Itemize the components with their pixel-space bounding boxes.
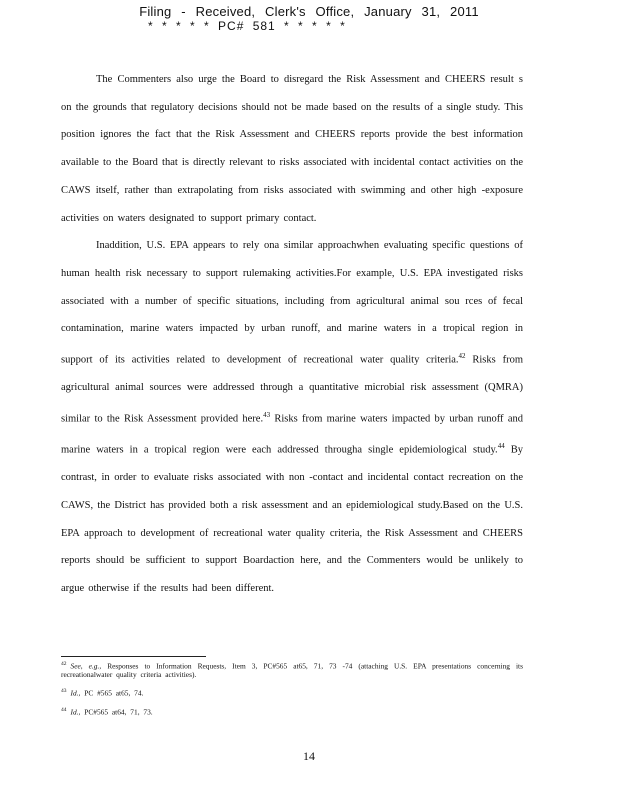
footnote-44 [61, 706, 523, 716]
paragraph-2-seg2: Risks from agricultural animal sources were addressed through a quantitative microbial risk assessment (QMRA) similar to the Risk Assessment provided here. [61, 354, 523, 425]
footnote-43 [61, 687, 523, 697]
paragraph-2-seg1: Inaddition, U.S. EPA appears to rely ona similar approachwhen evaluating specific questions of human health risk necessary to support rulemaking activities.For example, U.S. EPA investigated risks associated with a number of specific situations, including from agricultural animal sou rces of fecal contamination, marine waters impacted by urban runoff, and marine waters in a tropical region in support of its activities related to development of recreational water quality criteria. [61, 240, 523, 366]
footnote-cite: Id., [70, 707, 81, 717]
page-number: 14 [303, 749, 315, 763]
paragraph-2 [61, 232, 523, 603]
footnote-number: 44 [61, 706, 67, 713]
footnote-divider [61, 656, 206, 657]
footnote-number: 43 [61, 688, 67, 695]
footnotes [61, 660, 523, 724]
paragraph-2-seg4: By contrast, in order to evaluate risks associated with non -contact and incidental contact recreation on the CAWS, the District has provided both a risk assessment and an epidemiological study.Based on the U.S. EPA approach to development of recreational water quality criteria, the Risk Assessment and CHEERS reports should be sufficient to support Boardaction here, and the Commenters would be unlikely to argue otherwise if the results had been different. [61, 444, 523, 595]
footnote-cite: Id., [70, 688, 81, 698]
footnote-ref-44[interactable]: 44 [497, 442, 505, 451]
footnote-text: PC #565 at65, 74. [84, 688, 144, 698]
footnote-cite: See, e.g., [70, 661, 102, 671]
footnote-ref-42[interactable]: 42 [458, 352, 466, 361]
footnote-ref-43[interactable]: 43 [263, 410, 271, 419]
filing-header: Filing - Received, Clerk's Office, January 31, 2011 [139, 4, 479, 19]
footnote-42 [61, 660, 523, 679]
paragraph-1: The Commenters also urge the Board to disregard the Risk Assessment and CHEERS result s on the grounds that regulatory decisions should not be made based on the results of a single study. This position ignores the fact that the Risk Assessment and CHEERS reports provide the best information available to the Board that is directly relevant to risks associated with incidental contact activities on the CAWS itself, rather than extrapolating from risks associated with swimming and other high -exposure activities on waters designated to support primary contact. [61, 74, 523, 224]
paragraph-2-seg3: Risks from marine waters impacted by urban runoff and marine waters in a tropical region were each addressed througha single epidemiological study. [61, 413, 523, 456]
footnote-text: Responses to Information Requests, Item 3, PC#565 at65, 71, 73 -74 (attaching U.S. EPA presentations concerning its recreationalwater quality criteria activities). [61, 661, 523, 680]
footnote-text: PC#565 at64, 71, 73. [84, 707, 153, 717]
pc-number-header: * * * * * PC# 581 * * * * * [148, 19, 346, 33]
footnote-number: 42 [61, 661, 67, 667]
document-body [61, 66, 523, 603]
